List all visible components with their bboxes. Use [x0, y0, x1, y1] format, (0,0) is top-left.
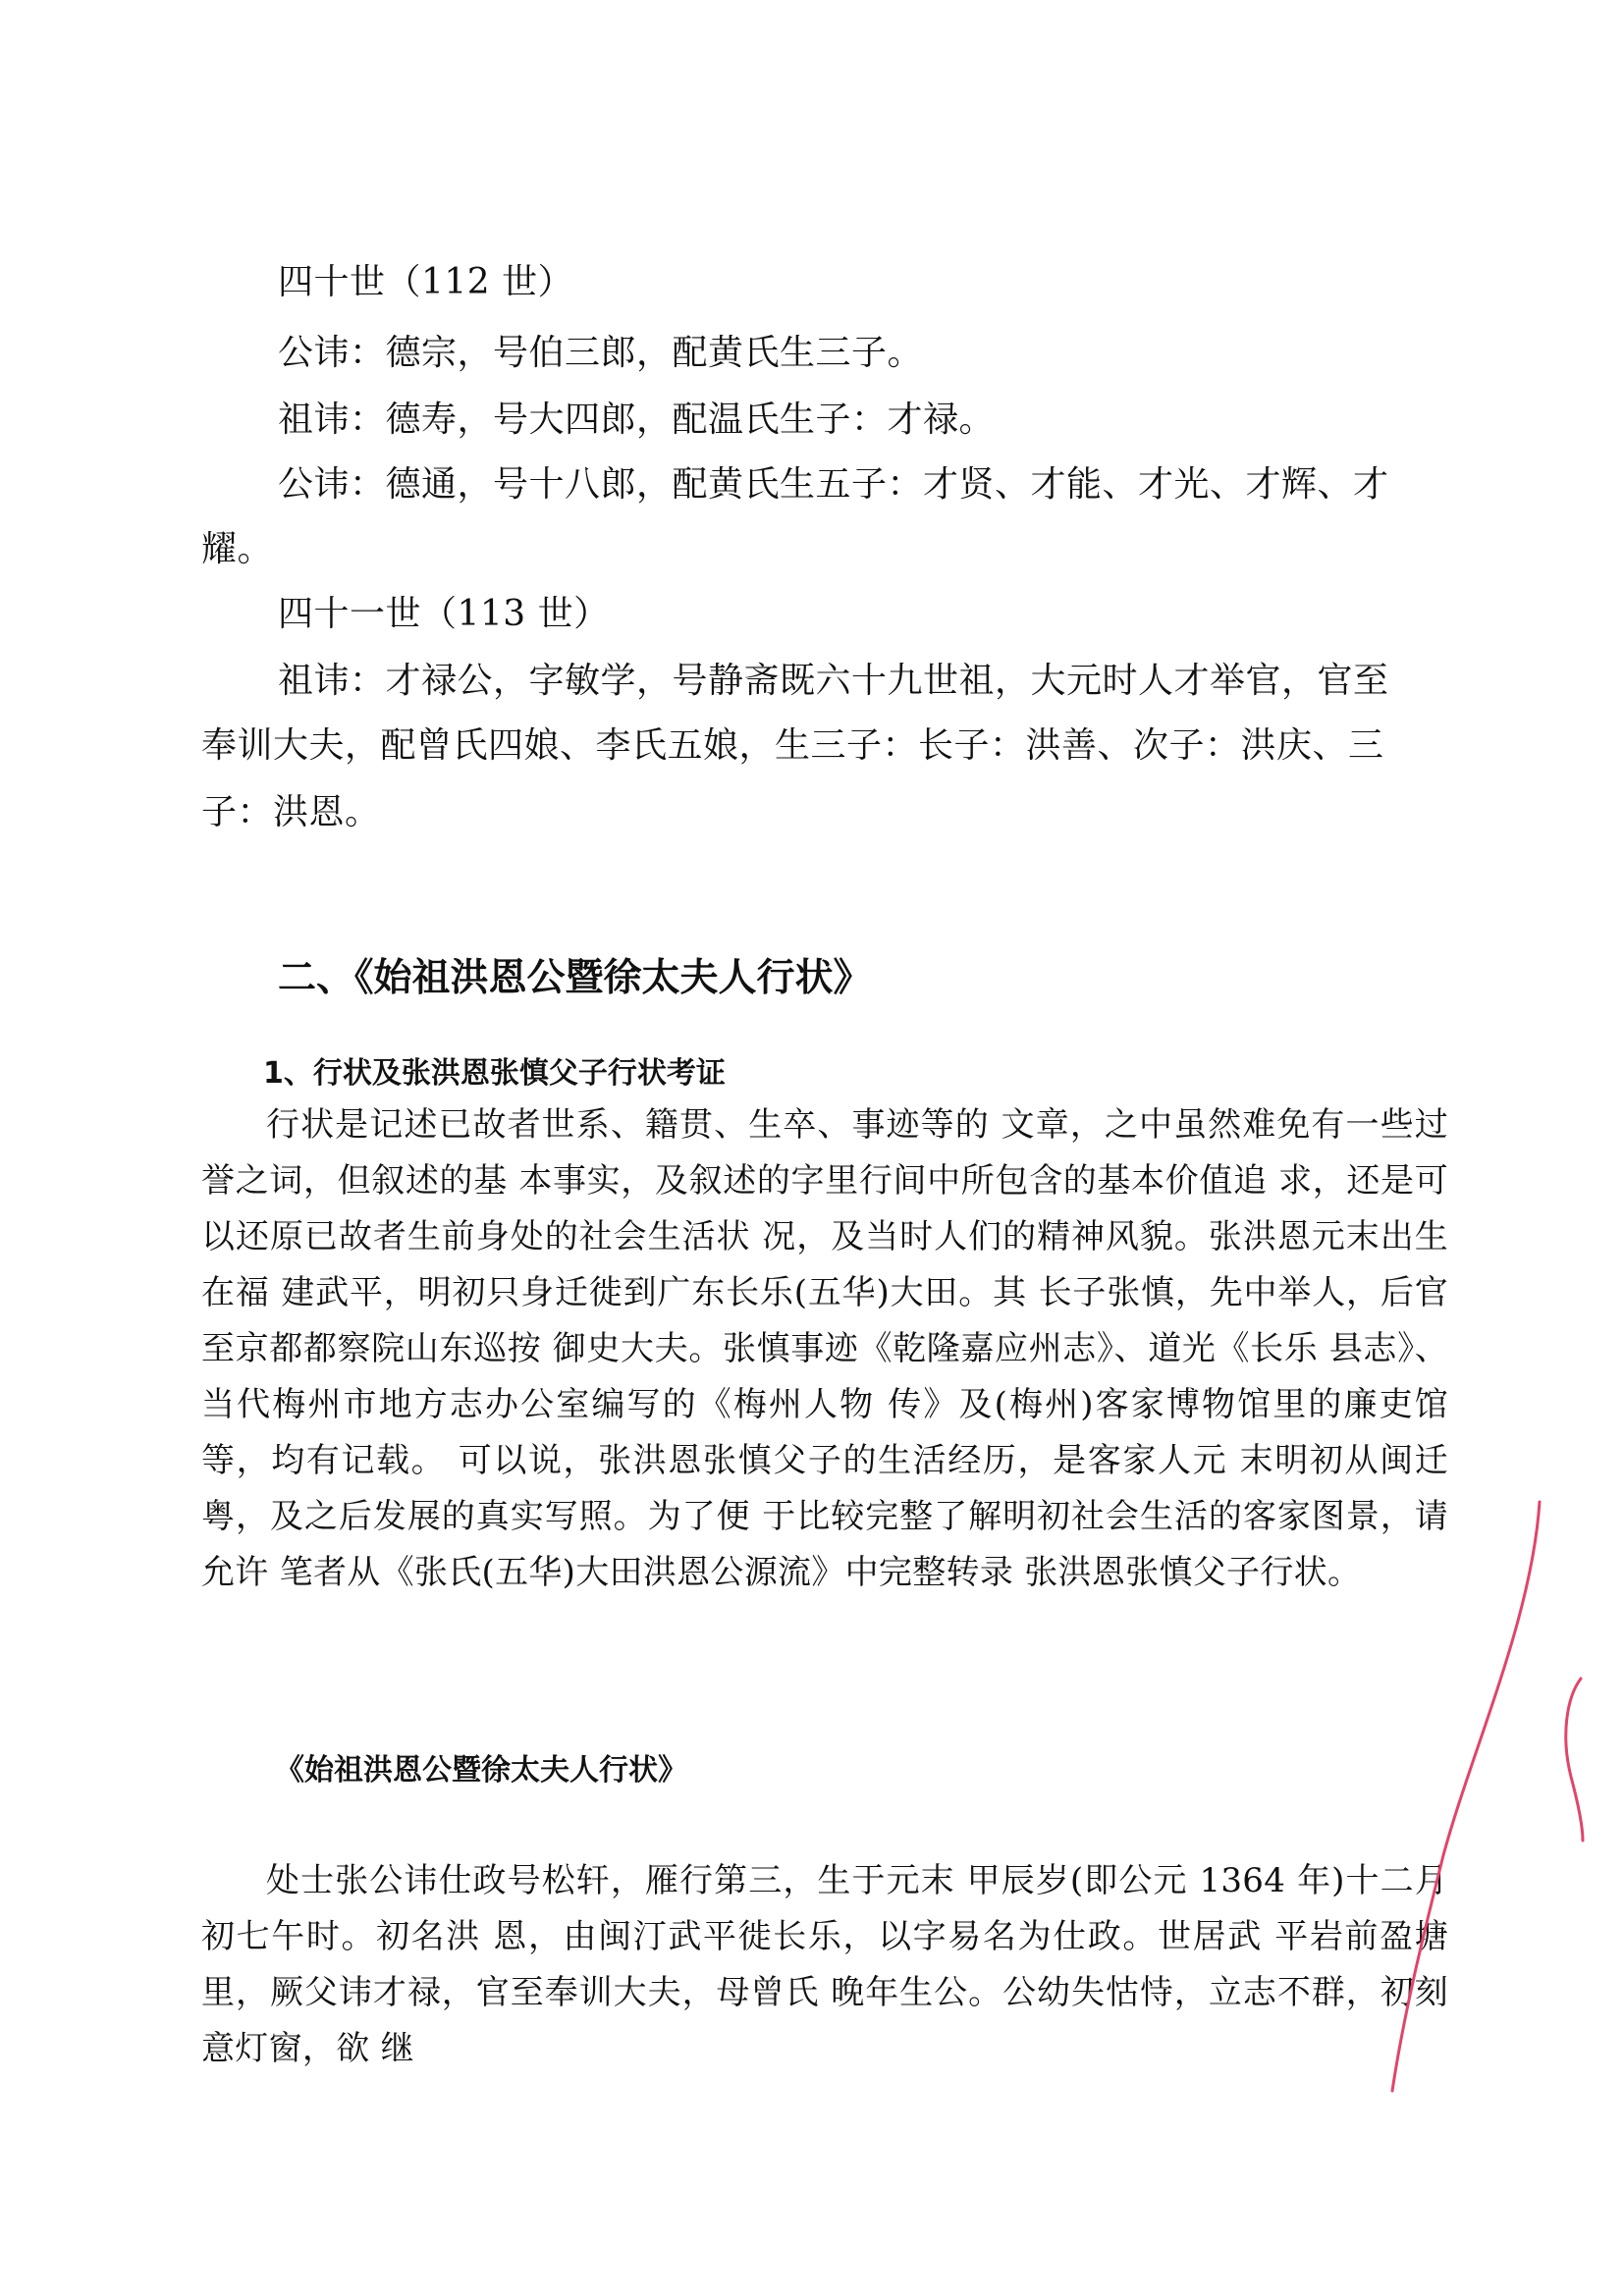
genealogy-entry-continued: 耀。	[201, 529, 274, 569]
generation-41-heading: 四十一世（113 世）	[278, 594, 610, 634]
genealogy-entry-continued: 子：洪恩。	[201, 792, 381, 832]
genealogy-entry: 祖讳：才禄公，字敏学，号静斋既六十九世祖，大元时人才举官，官至	[278, 661, 1389, 701]
pen-stroke	[1392, 1502, 1540, 2091]
genealogy-entry: 公讳：德通，号十八郎，配黄氏生五子：才贤、才能、才光、才辉、才	[278, 464, 1389, 505]
handwritten-pen-mark	[1365, 1502, 1620, 2110]
body-paragraph: 处士张公讳仕政号松轩，雁行第三，生于元末 甲辰岁(即公元 1364 年)十二月初七午时。初名洪 恩，由闽汀武平徙长乐，以字易名为仕政。世居武 平岩前盈塘里，厥父讳才禄，官至奉训大夫，母曾氏 晚年生公。公幼失怙恃，立志不群，初刻意灯窗，欲 继	[201, 1861, 1448, 2068]
generation-40-heading: 四十世（112 世）	[278, 262, 574, 302]
genealogy-entry: 祖讳：德寿，号大四郎，配温氏生子：才禄。	[278, 400, 996, 440]
subsection-heading: 1、行状及张洪恩张慎父子行状考证	[263, 1056, 726, 1091]
genealogy-entry: 公讳：德宗，号伯三郎，配黄氏生三子。	[278, 333, 924, 373]
genealogy-entry-continued: 奉训大夫，配曾氏四娘、李氏五娘，生三子：长子：洪善、次子：洪庆、三	[201, 725, 1384, 766]
document-title-heading: 《始祖洪恩公暨徐太夫人行状》	[275, 1753, 687, 1788]
body-paragraph: 行状是记述已故者世系、籍贯、生卒、事迹等的 文章，之中虽然难免有一些过誉之词，但叙述的基 本事实，及叙述的字里行间中所包含的基本价值追 求，还是可以还原已故者生前身处的社会生活状 况，及当时人们的精神风貌。张洪恩元末出生在福 建武平，明初只身迁徙到广东长乐(五华)大田。其 长子张慎，先中举人，后官至京都都察院山东巡按 御史大夫。张慎事迹《乾隆嘉应州志》、道光《长乐 县志》、当代梅州市地方志办公室编写的《梅州人物 传》及(梅州)客家博物馆里的廉吏馆等，均有记载。 可以说，张洪恩张慎父子的生活经历，是客家人元 末明初从闽迁粤，及之后发展的真实写照。为了便 于比较完整了解明初社会生活的客家图景，请允许 笔者从《张氏(五华)大田洪恩公源流》中完整转录 张洪恩张慎父子行状。	[201, 1105, 1448, 1592]
pen-stroke	[1566, 1679, 1583, 1841]
section-heading: 二、《始祖洪恩公暨徐太夫人行状》	[278, 956, 872, 1000]
